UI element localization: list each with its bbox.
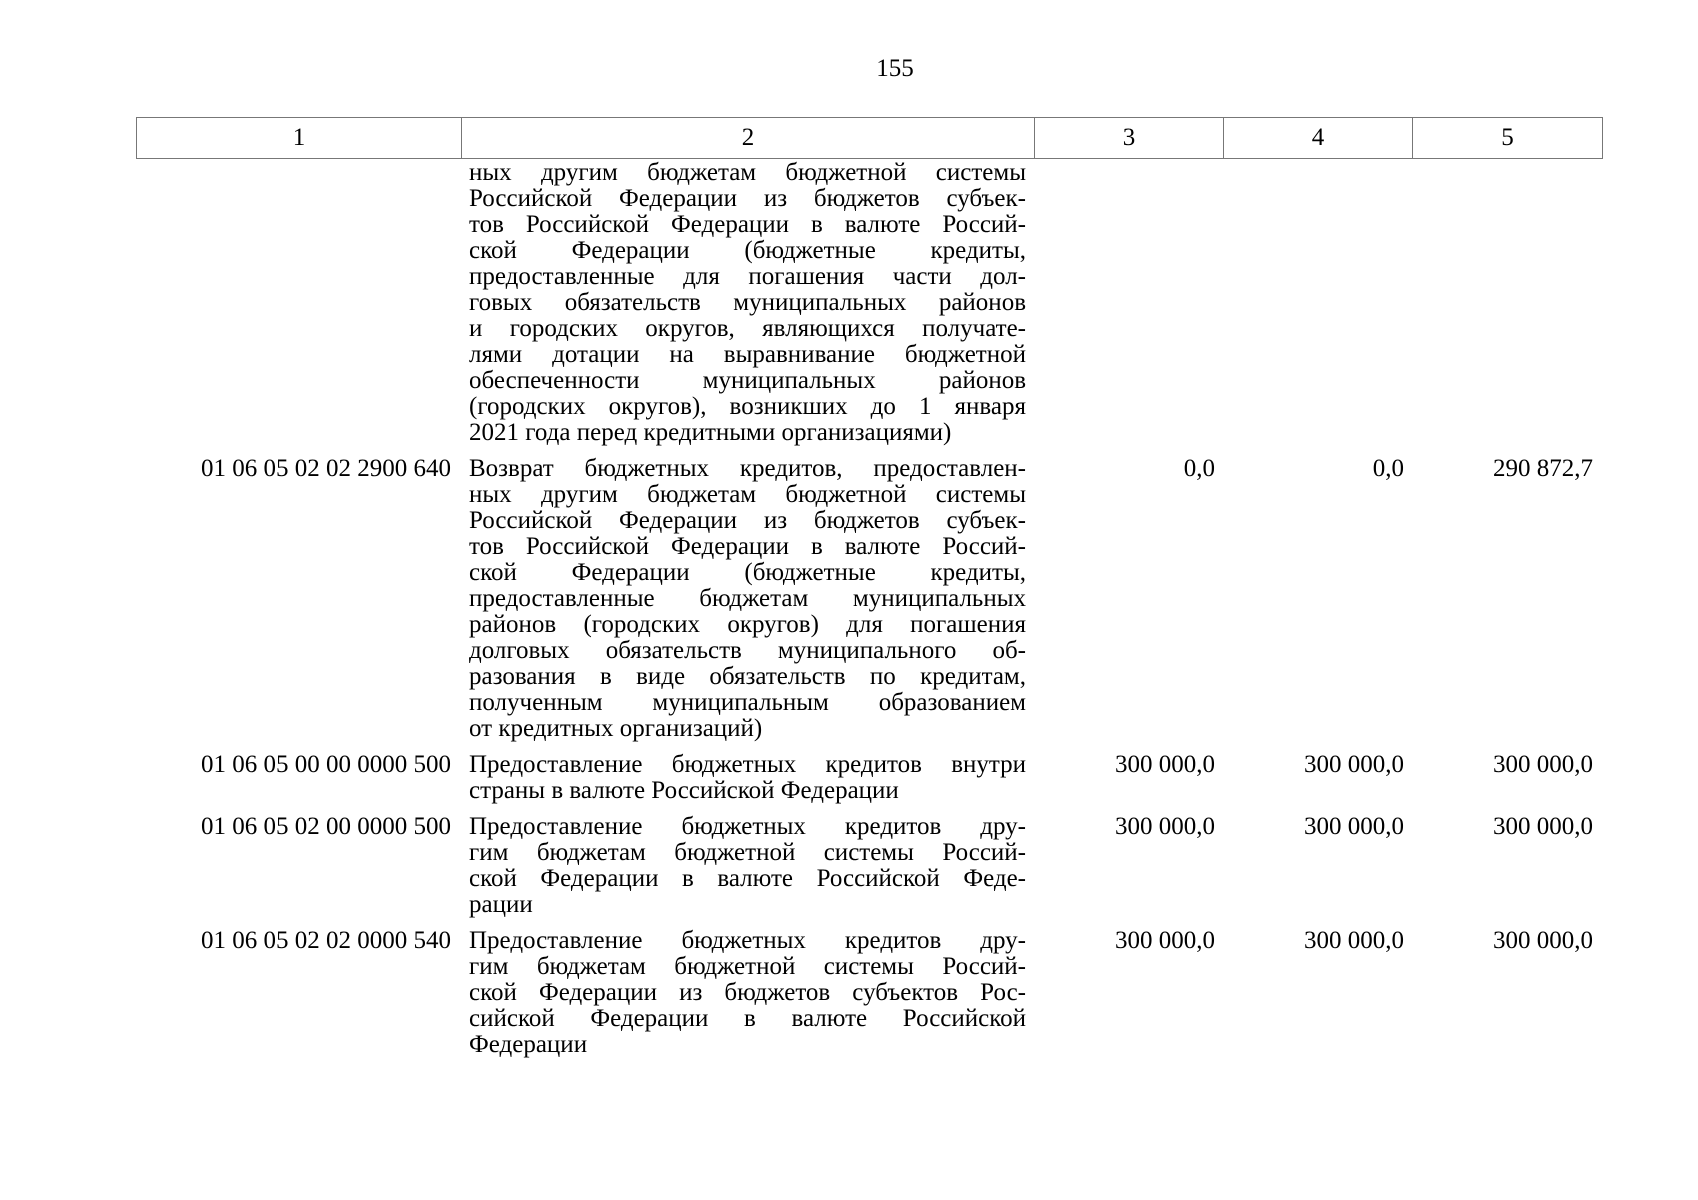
- description-line: районов (городских округов) для погашения: [469, 611, 1026, 638]
- value-col-5: 300 000,0: [1493, 927, 1593, 954]
- description-line: ных другим бюджетам бюджетной системы: [469, 159, 1026, 186]
- description-line: гим бюджетам бюджетной системы Россий-: [469, 839, 1026, 866]
- description-line: полученным муниципальным образованием: [469, 689, 1026, 716]
- description-line: (городских округов), возникших до 1 января: [469, 393, 1026, 420]
- value-col-3: 300 000,0: [1115, 927, 1215, 954]
- value-col-5: 300 000,0: [1493, 751, 1593, 778]
- description-line: и городских округов, являющихся получате-: [469, 315, 1026, 342]
- description-line: страны в валюте Российской Федерации: [469, 777, 899, 804]
- value-col-3: 300 000,0: [1115, 813, 1215, 840]
- description-line: Российской Федерации из бюджетов субъек-: [469, 185, 1026, 212]
- budget-code: 01 06 05 00 00 0000 500: [201, 751, 451, 778]
- value-col-4: 300 000,0: [1304, 927, 1404, 954]
- description-line: Предоставление бюджетных кредитов дру-: [469, 813, 1026, 840]
- budget-code: 01 06 05 02 00 0000 500: [201, 813, 451, 840]
- description-line: рации: [469, 891, 533, 918]
- description-line: Российской Федерации из бюджетов субъек-: [469, 507, 1026, 534]
- header-cell-2: 2: [462, 118, 1035, 159]
- description-line: 2021 года перед кредитными организациями): [469, 419, 952, 446]
- row-description: [461, 456, 1034, 742]
- description-line: Предоставление бюджетных кредитов внутри: [469, 751, 1026, 778]
- description-line: долговых обязательств муниципального об-: [469, 637, 1026, 664]
- table-body: [136, 160, 1602, 1068]
- description-line: разования в виде обязательств по кредитам,: [469, 663, 1026, 690]
- budget-code: 01 06 05 02 02 0000 540: [201, 927, 451, 954]
- description-line: ской Федерации из бюджетов субъектов Рос-: [469, 979, 1026, 1006]
- description-line: Возврат бюджетных кредитов, предоставлен-: [469, 455, 1026, 482]
- description-line: тов Российской Федерации в валюте Россий-: [469, 533, 1026, 560]
- description-line: ных другим бюджетам бюджетной системы: [469, 481, 1026, 508]
- value-col-3: 300 000,0: [1115, 751, 1215, 778]
- description-line: Предоставление бюджетных кредитов дру-: [469, 927, 1026, 954]
- value-col-4: 0,0: [1372, 455, 1404, 482]
- row-description: [461, 928, 1034, 1058]
- table-row: [136, 814, 1602, 918]
- description-line: говых обязательств муниципальных районов: [469, 289, 1026, 316]
- page-number: 155: [876, 55, 914, 82]
- description-line: лями дотации на выравнивание бюджетной: [469, 341, 1026, 368]
- header-cell-3: 3: [1035, 118, 1224, 159]
- description-line: тов Российской Федерации в валюте Россий-: [469, 211, 1026, 238]
- description-line: предоставленные бюджетам муниципальных: [469, 585, 1026, 612]
- header-cell-4: 4: [1224, 118, 1413, 159]
- description-line: ской Федерации (бюджетные кредиты,: [469, 237, 1026, 264]
- row-description: [461, 814, 1034, 918]
- description-line: предоставленные для погашения части дол-: [469, 263, 1026, 290]
- table-row: [136, 160, 1602, 446]
- description-line: ской Федерации (бюджетные кредиты,: [469, 559, 1026, 586]
- row-description: [461, 752, 1034, 804]
- table-header: [136, 117, 1603, 159]
- value-col-4: 300 000,0: [1304, 813, 1404, 840]
- value-col-3: 0,0: [1183, 455, 1215, 482]
- header-cell-5: 5: [1413, 118, 1603, 159]
- header-cell-1: 1: [137, 118, 462, 159]
- budget-code: 01 06 05 02 02 2900 640: [201, 455, 451, 482]
- description-line: обеспеченности муниципальных районов: [469, 367, 1026, 394]
- description-line: гим бюджетам бюджетной системы Россий-: [469, 953, 1026, 980]
- value-col-4: 300 000,0: [1304, 751, 1404, 778]
- description-line: Федерации: [469, 1031, 588, 1058]
- table-row: [136, 456, 1602, 742]
- row-description: [461, 160, 1034, 446]
- description-line: от кредитных организаций): [469, 715, 763, 742]
- value-col-5: 300 000,0: [1493, 813, 1593, 840]
- value-col-5: 290 872,7: [1493, 455, 1593, 482]
- description-line: сийской Федерации в валюте Российской: [469, 1005, 1026, 1032]
- description-line: ской Федерации в валюте Российской Феде-: [469, 865, 1026, 892]
- table-row: [136, 928, 1602, 1058]
- table-row: [136, 752, 1602, 804]
